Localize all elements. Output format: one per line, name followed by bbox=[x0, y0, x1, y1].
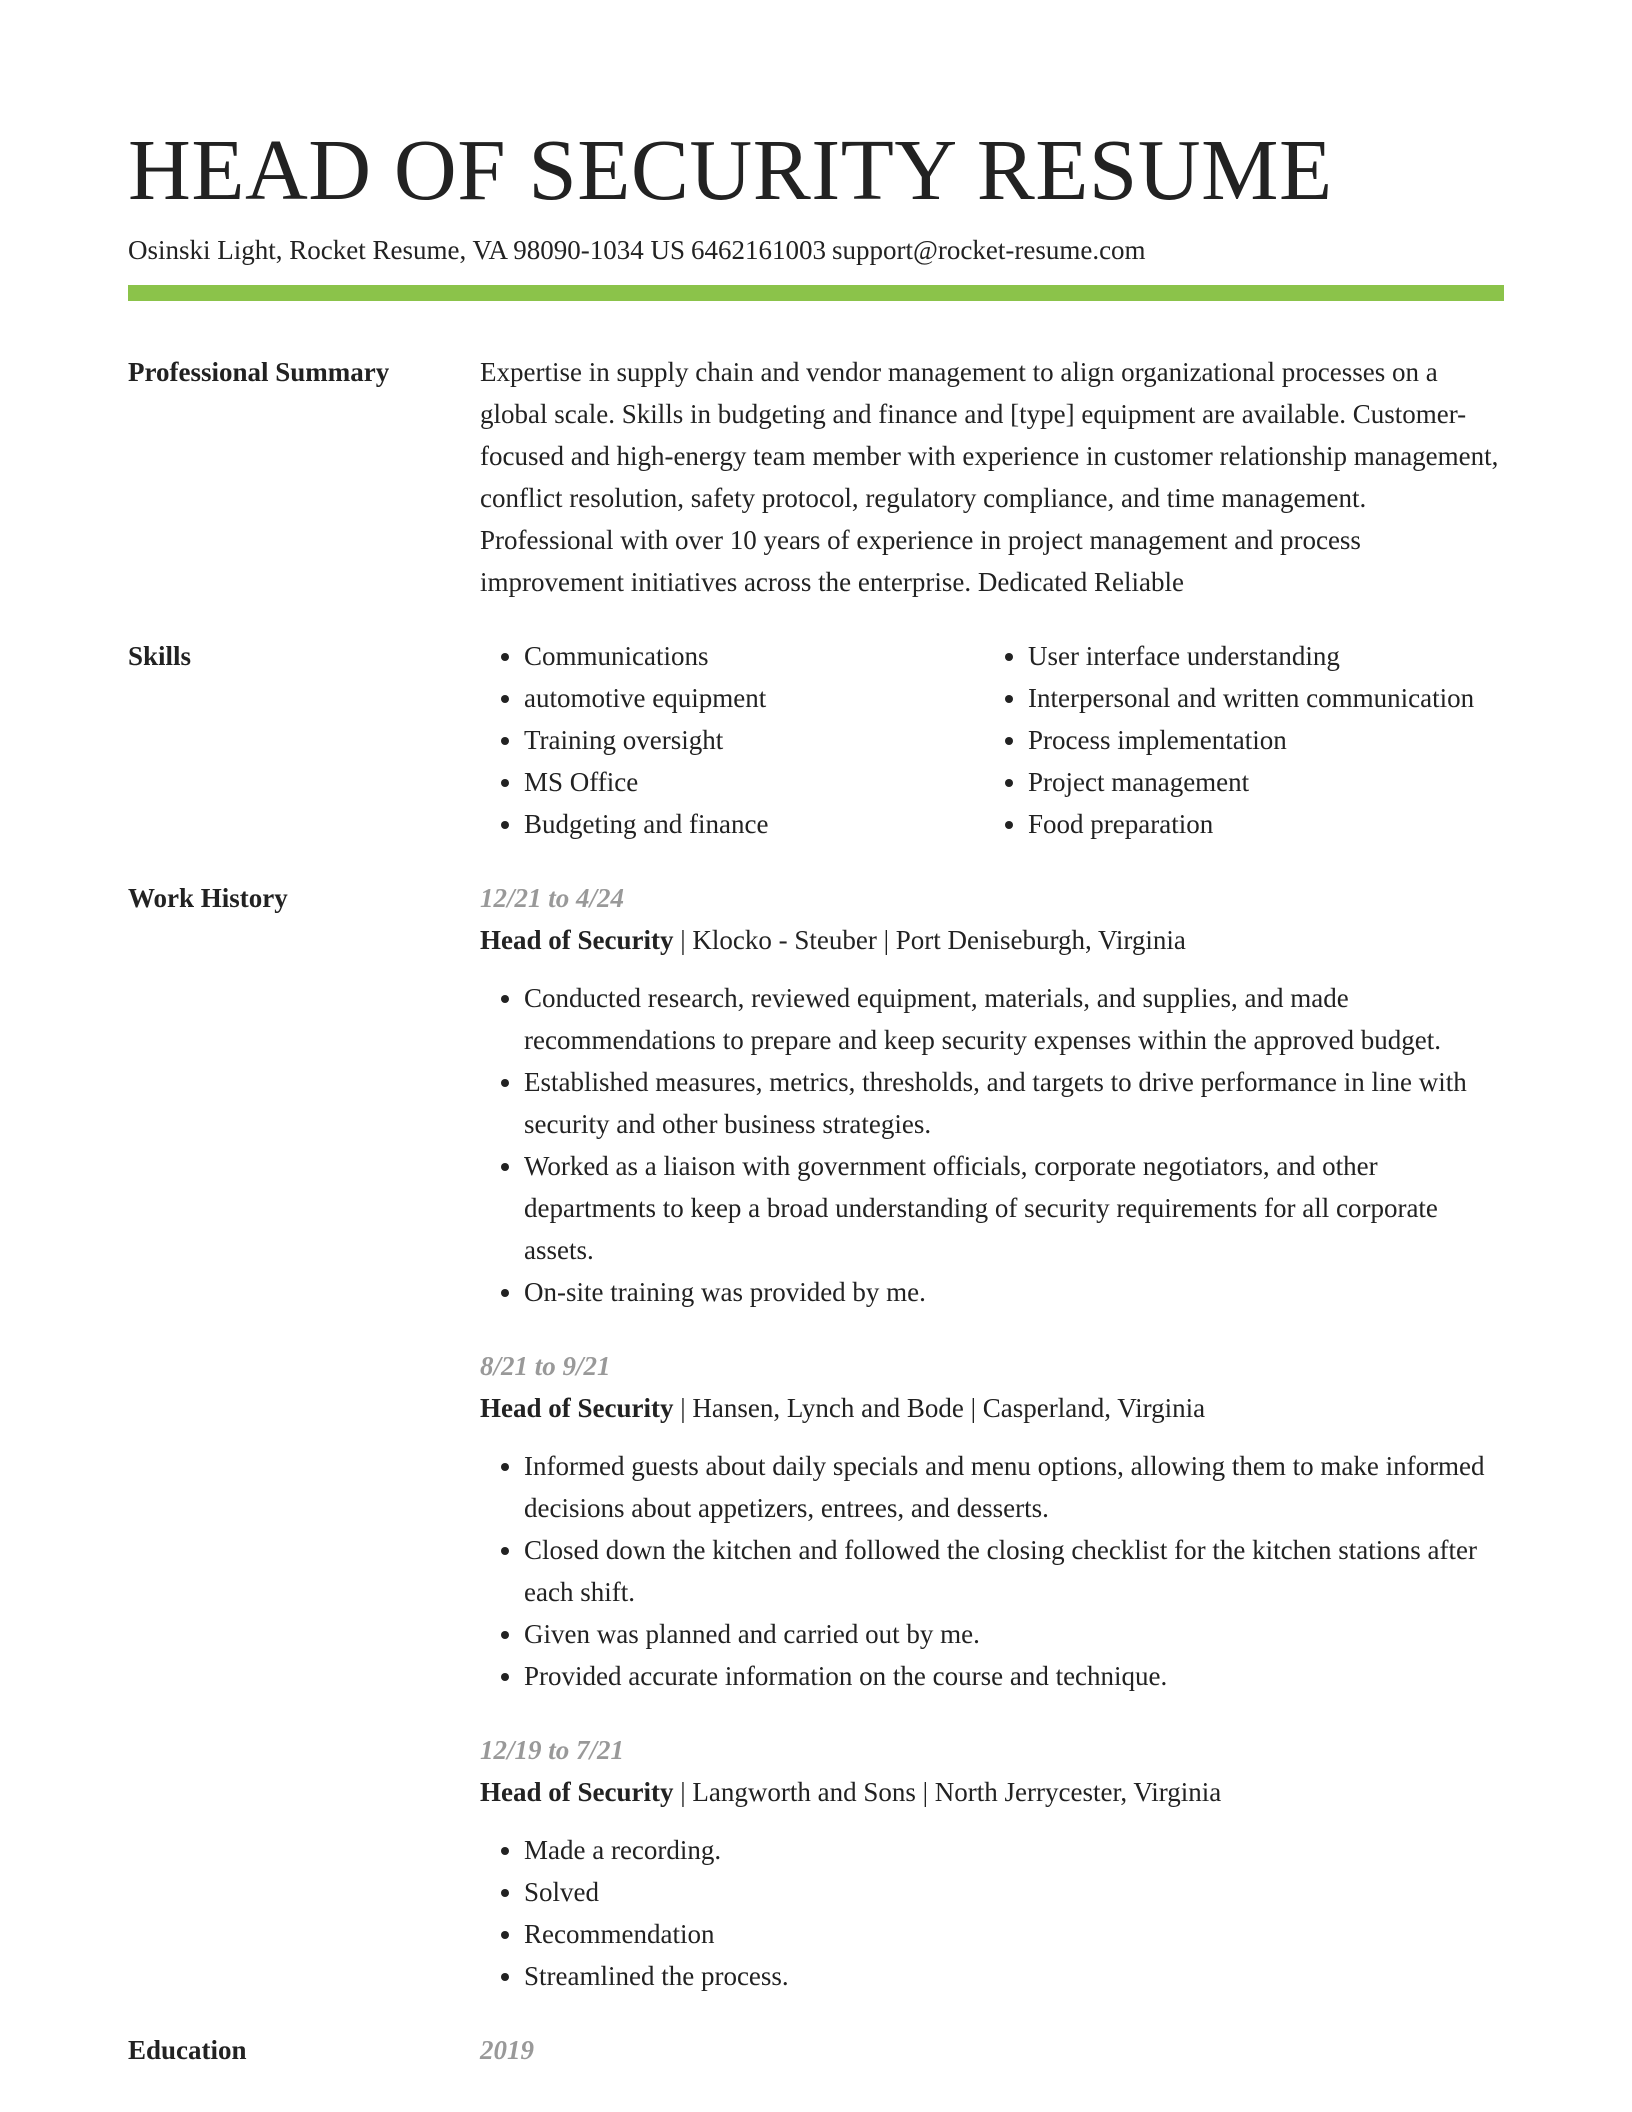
job-title: Head of Security bbox=[480, 925, 674, 955]
job-bullet: • On-site training was provided by me. bbox=[524, 1271, 1504, 1313]
job-bullets bbox=[480, 977, 1504, 1313]
work-history-label: Work History bbox=[128, 883, 288, 913]
resume-page bbox=[128, 120, 1504, 2071]
skill-item: • Budgeting and finance bbox=[524, 803, 984, 845]
work-history-section bbox=[128, 877, 1504, 1997]
skills-left-list bbox=[480, 635, 984, 845]
job-entry bbox=[480, 1345, 1504, 1697]
skill-item: • Communications bbox=[524, 635, 984, 677]
job-heading bbox=[480, 919, 1504, 961]
skills-right-list bbox=[984, 635, 1474, 845]
job-title: Head of Security bbox=[480, 1393, 674, 1423]
job-details: | Langworth and Sons | North Jerrycester, Virginia bbox=[673, 1777, 1222, 1807]
skills-section bbox=[128, 635, 1504, 845]
job-dates: 12/19 to 7/21 bbox=[480, 1735, 625, 1765]
contact-email: support@rocket-resume.com bbox=[832, 235, 1146, 265]
summary-section bbox=[128, 351, 1504, 603]
skills-columns bbox=[480, 635, 1504, 845]
job-heading bbox=[480, 1387, 1504, 1429]
job-bullet: • Established measures, metrics, thresholds, and targets to drive performance in line with security and other business strategies. bbox=[524, 1061, 1504, 1145]
job-bullet: • Provided accurate information on the course and technique. bbox=[524, 1655, 1504, 1697]
job-title: Head of Security bbox=[480, 1777, 674, 1807]
job-entry bbox=[480, 877, 1504, 1313]
contact-line bbox=[128, 232, 1504, 268]
education-year: 2019 bbox=[480, 2035, 534, 2065]
skill-item: • User interface understanding bbox=[1028, 635, 1474, 677]
contact-address: Osinski Light, Rocket Resume, VA 98090-1034 US bbox=[128, 235, 686, 265]
skill-item: • automotive equipment bbox=[524, 677, 984, 719]
header-divider bbox=[128, 285, 1504, 301]
job-details: | Klocko - Steuber | Port Deniseburgh, Virginia bbox=[673, 925, 1186, 955]
work-history-entries bbox=[480, 877, 1504, 1997]
job-heading bbox=[480, 1771, 1504, 1813]
summary-label: Professional Summary bbox=[128, 357, 390, 387]
skill-item: • Project management bbox=[1028, 761, 1474, 803]
job-entry bbox=[480, 1729, 1504, 1997]
resume-title: HEAD OF SECURITY RESUME bbox=[128, 121, 1333, 218]
job-dates: 12/21 to 4/24 bbox=[480, 883, 625, 913]
job-bullet: • Conducted research, reviewed equipment, materials, and supplies, and made recommendations to prepare and keep security expenses within the approved budget. bbox=[524, 977, 1504, 1061]
skill-item: • MS Office bbox=[524, 761, 984, 803]
job-details: | Hansen, Lynch and Bode | Casperland, Virginia bbox=[673, 1393, 1206, 1423]
job-bullets bbox=[480, 1445, 1504, 1697]
education-entries bbox=[480, 2029, 1504, 2071]
job-dates: 8/21 to 9/21 bbox=[480, 1351, 611, 1381]
education-label: Education bbox=[128, 2035, 247, 2065]
job-bullet: • Given was planned and carried out by me. bbox=[524, 1613, 1504, 1655]
skills-label: Skills bbox=[128, 641, 192, 671]
job-bullets bbox=[480, 1829, 1504, 1997]
job-bullet: • Streamlined the process. bbox=[524, 1955, 1504, 1997]
education-section bbox=[128, 2029, 1504, 2071]
skill-item: • Process implementation bbox=[1028, 719, 1474, 761]
job-bullet: • Recommendation bbox=[524, 1913, 1504, 1955]
summary-text: Expertise in supply chain and vendor management to align organizational processes on a global scale. Skills in budgeting and finance and [type] equipment are available. Customer-focused and high-energy team member with experience in customer relationship management, conflict resolution, safety protocol, regulatory compliance, and time management. Professional with over 10 years of experience in project management and process improvement initiatives across the enterprise. Dedicated Reliable bbox=[480, 357, 1499, 597]
skill-item: • Interpersonal and written communication bbox=[1028, 677, 1474, 719]
job-bullet: • Informed guests about daily specials and menu options, allowing them to make informed decisions about appetizers, entrees, and desserts. bbox=[524, 1445, 1504, 1529]
contact-phone: 6462161003 bbox=[691, 235, 827, 265]
job-bullet: • Solved bbox=[524, 1871, 1504, 1913]
job-bullet: • Closed down the kitchen and followed the closing checklist for the kitchen stations after each shift. bbox=[524, 1529, 1504, 1613]
job-bullet: • Worked as a liaison with government officials, corporate negotiators, and other departments to keep a broad understanding of security requirements for all corporate assets. bbox=[524, 1145, 1504, 1271]
job-bullet: • Made a recording. bbox=[524, 1829, 1504, 1871]
skill-item: • Training oversight bbox=[524, 719, 984, 761]
skill-item: • Food preparation bbox=[1028, 803, 1474, 845]
